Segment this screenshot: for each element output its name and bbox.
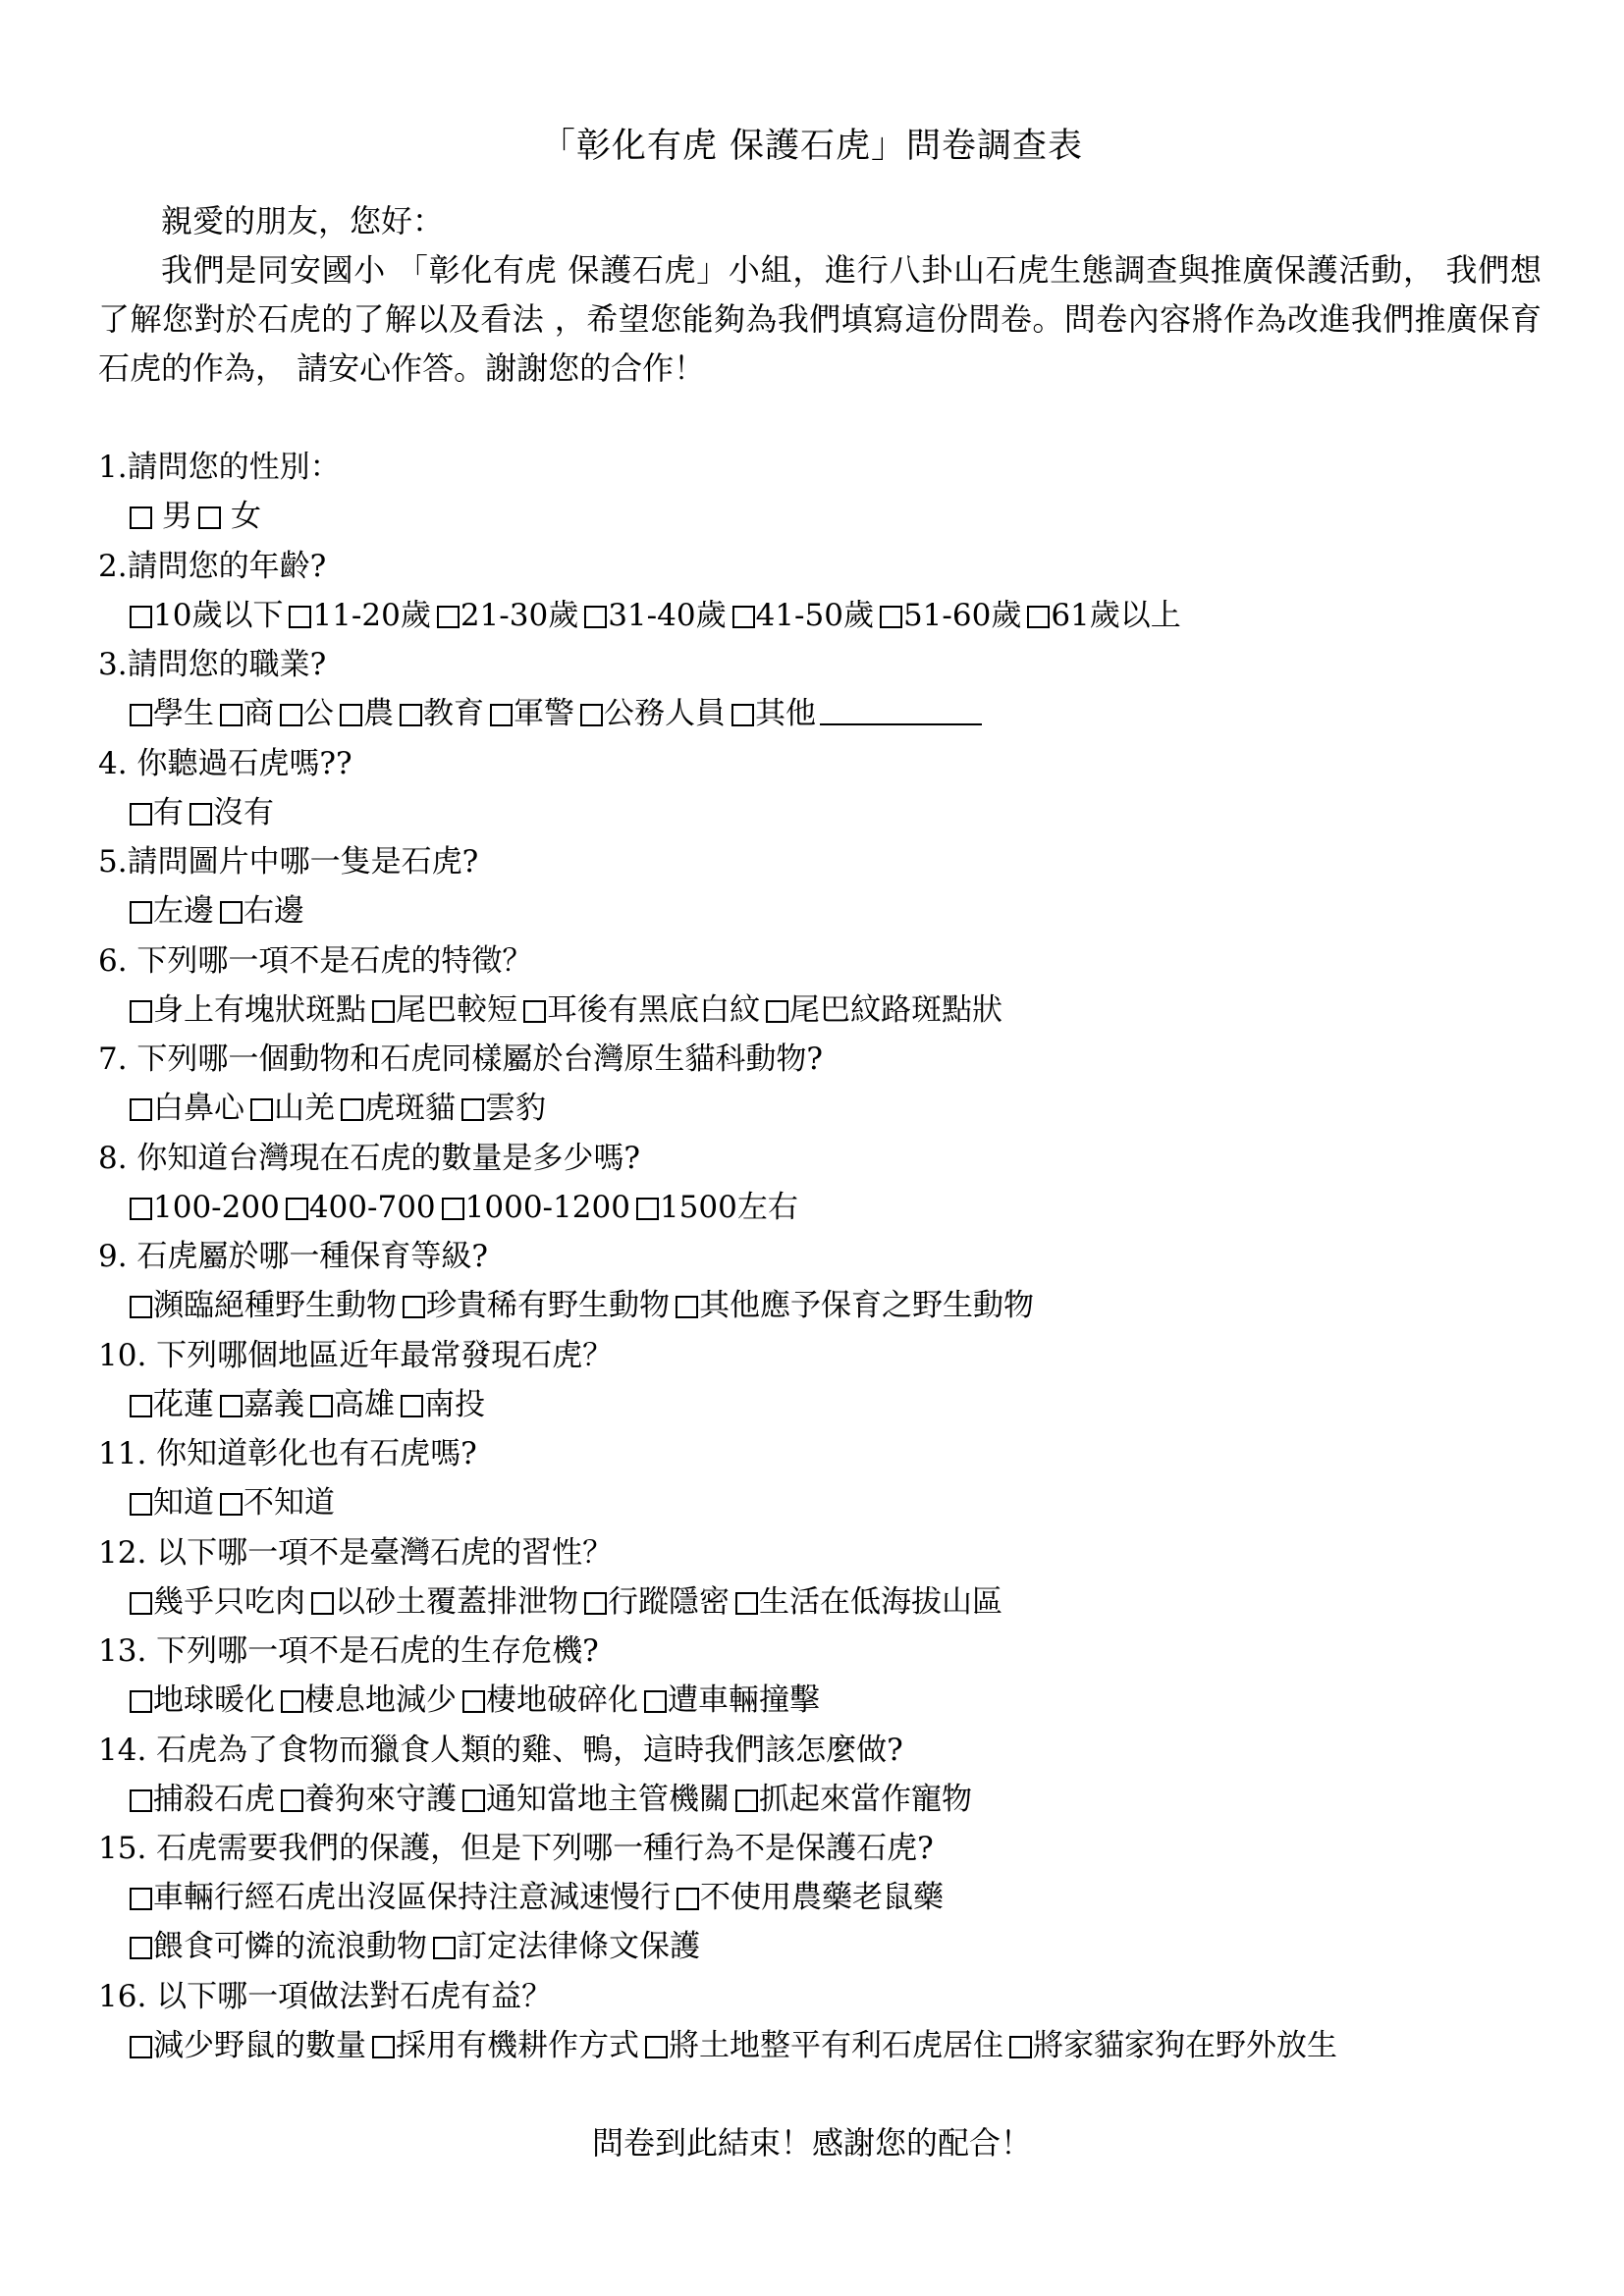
option-row	[98, 1676, 1551, 1725]
option	[130, 1183, 280, 1232]
checkbox[interactable]	[636, 1198, 659, 1220]
checkbox[interactable]	[220, 704, 243, 726]
option-label: 耳後有黑底白紋	[547, 991, 760, 1028]
option-row	[98, 986, 1551, 1035]
option	[130, 986, 366, 1035]
question-text: 4. 你聽過石虎嗎??	[98, 745, 352, 781]
option	[735, 1577, 1002, 1627]
checkbox[interactable]	[403, 1296, 425, 1318]
question-text: 10. 下列哪個地區近年最常發現石虎？	[98, 1337, 614, 1373]
option	[130, 1775, 275, 1824]
option-label: 不使用農藥老鼠藥	[700, 1880, 944, 1915]
question-16	[98, 1972, 1551, 2071]
checkbox[interactable]	[130, 704, 152, 726]
question-text: 2.請問您的年齡?	[98, 548, 327, 584]
question-7	[98, 1035, 1551, 1134]
option-label: 61歲以上	[1051, 597, 1181, 633]
question-text: 7. 下列哪一個動物和石虎同樣屬於台灣原生貓科動物?	[98, 1041, 824, 1077]
option-row	[98, 1577, 1551, 1627]
option-label: 41-50歲	[755, 597, 874, 633]
option	[130, 1873, 671, 1922]
option	[437, 591, 578, 640]
option	[310, 1380, 395, 1429]
option-label: 左邊	[153, 893, 214, 929]
option-row	[98, 1922, 1551, 1971]
checkbox[interactable]	[433, 1937, 456, 1959]
option-label: 100-200	[153, 1189, 280, 1225]
checkbox[interactable]	[462, 1690, 485, 1713]
option-row	[98, 1775, 1551, 1824]
question-11	[98, 1429, 1551, 1528]
page-title: 「彰化有虎 保護石虎」問卷調查表	[540, 127, 1084, 166]
option-row	[98, 1183, 1551, 1232]
option-label: 軍警	[514, 696, 574, 731]
question-6	[98, 936, 1551, 1036]
option	[644, 1676, 820, 1725]
checkbox[interactable]	[644, 1690, 667, 1713]
option-label: 抓起來當作寵物	[759, 1781, 972, 1817]
option-row	[98, 591, 1551, 640]
checkbox[interactable]	[401, 1395, 423, 1417]
option	[735, 1775, 972, 1824]
option-label: 花蓮	[153, 1386, 214, 1422]
option-label: 商	[244, 696, 274, 731]
checkbox[interactable]	[676, 1296, 698, 1318]
option	[1027, 591, 1180, 640]
option	[732, 591, 874, 640]
checkbox[interactable]	[130, 1395, 152, 1417]
question-text: 5.請問圖片中哪一隻是石虎?	[98, 844, 479, 880]
checkbox[interactable]	[286, 1198, 308, 1220]
option	[1009, 2021, 1337, 2070]
question-5	[98, 837, 1551, 936]
option-label: 10歲以下	[153, 597, 284, 633]
checkbox[interactable]	[130, 606, 152, 628]
option-label: 51-60歲	[902, 597, 1022, 633]
question-1	[98, 443, 1551, 542]
checkbox[interactable]	[584, 1592, 607, 1615]
option-row	[98, 788, 1551, 837]
checkbox[interactable]	[677, 1888, 699, 1910]
checkbox[interactable]	[130, 1937, 152, 1959]
option-label: 山羌	[274, 1091, 335, 1126]
option	[341, 1084, 456, 1133]
checkbox[interactable]	[220, 1395, 243, 1417]
checkbox[interactable]	[735, 1789, 758, 1812]
checkbox[interactable]	[462, 1789, 485, 1812]
checkbox[interactable]	[130, 803, 152, 826]
option	[580, 689, 726, 738]
question-12	[98, 1528, 1551, 1628]
option	[676, 1281, 1034, 1330]
checkbox[interactable]	[130, 1690, 152, 1713]
checkbox[interactable]	[442, 1198, 464, 1220]
question-15	[98, 1824, 1551, 1972]
option-label: 11-20歲	[312, 597, 431, 633]
option	[220, 689, 274, 738]
option-label: 尾巴紋路斑點狀	[789, 991, 1002, 1028]
option-label: 將家貓家狗在野外放生	[1033, 2028, 1337, 2063]
option-label: 沒有	[213, 794, 274, 830]
option	[130, 492, 192, 541]
intro-section	[98, 196, 1542, 393]
option	[130, 591, 283, 640]
checkbox[interactable]	[580, 704, 603, 726]
option	[286, 1183, 436, 1232]
option-label: 棲地破碎化	[486, 1682, 638, 1718]
option-label: 雲豹	[485, 1091, 546, 1126]
checkbox[interactable]	[523, 1000, 546, 1023]
option-label: 瀕臨絕種野生動物	[153, 1288, 397, 1323]
checkbox[interactable]	[645, 2036, 668, 2058]
question-14	[98, 1726, 1551, 1825]
option	[636, 1183, 798, 1232]
checkbox[interactable]	[732, 606, 755, 628]
checkbox[interactable]	[280, 704, 302, 726]
question-text: 6. 下列哪一項不是石虎的特徵？	[98, 942, 533, 979]
option-label: 1500左右	[659, 1189, 798, 1225]
option-label: 白鼻心	[153, 1091, 244, 1126]
option	[403, 1281, 670, 1330]
option-label: 虎斑貓	[364, 1091, 456, 1126]
option-label: 通知當地主管機關	[486, 1781, 730, 1817]
option-label: 將土地整平有利石虎居住	[669, 2028, 1003, 2063]
other-fill-in-blank[interactable]	[820, 694, 982, 725]
question-9	[98, 1232, 1551, 1331]
option	[766, 986, 1002, 1035]
question-list	[98, 443, 1551, 2071]
question-text: 13. 下列哪一項不是石虎的生存危機?	[98, 1633, 599, 1669]
checkbox[interactable]	[130, 901, 152, 924]
checkbox[interactable]	[250, 1098, 273, 1121]
checkbox[interactable]	[311, 1592, 334, 1615]
option-label: 高雄	[334, 1386, 395, 1422]
checkbox[interactable]	[130, 1789, 152, 1812]
option	[198, 492, 261, 541]
question-text: 16. 以下哪一項做法對石虎有益？	[98, 1979, 553, 2014]
option-label: 南投	[424, 1386, 485, 1422]
checkbox[interactable]	[731, 704, 754, 726]
closing-text: 問卷到此結束！感謝您的配合！	[591, 2124, 1032, 2162]
checkbox[interactable]	[341, 1098, 363, 1121]
option	[400, 689, 484, 738]
option	[250, 1084, 335, 1133]
option	[462, 1775, 730, 1824]
checkbox[interactable]	[130, 1592, 152, 1615]
option	[220, 1478, 335, 1527]
question-text: 15. 石虎需要我們的保護，但是下列哪一種行為不是保護石虎?	[98, 1831, 934, 1866]
checkbox[interactable]	[130, 507, 152, 529]
option	[731, 689, 982, 738]
checkbox[interactable]	[130, 1493, 152, 1516]
checkbox[interactable]	[189, 803, 212, 826]
option	[130, 1380, 214, 1429]
option	[311, 1577, 578, 1627]
option-label: 身上有塊狀斑點	[153, 991, 366, 1028]
checkbox[interactable]	[130, 1888, 152, 1910]
option-row	[98, 886, 1551, 935]
question-4	[98, 739, 1551, 838]
option-label: 訂定法律條文保護	[457, 1929, 700, 1964]
option-label: 其他應予保育之野生動物	[699, 1288, 1034, 1323]
checkbox[interactable]	[281, 1690, 303, 1713]
option-label: 學生	[153, 696, 214, 731]
checkbox[interactable]	[198, 507, 221, 529]
checkbox[interactable]	[490, 704, 513, 726]
question-text: 11. 你知道彰化也有石虎嗎?	[98, 1436, 477, 1471]
checkbox[interactable]	[400, 704, 422, 726]
checkbox[interactable]	[289, 606, 311, 628]
option-label: 農	[363, 696, 394, 731]
checkbox[interactable]	[220, 1493, 243, 1516]
option-label: 採用有機耕作方式	[396, 2028, 639, 2063]
question-8	[98, 1134, 1551, 1233]
question-text: 1.請問您的性別：	[98, 450, 341, 485]
option-row	[98, 1380, 1551, 1429]
option-row	[98, 2021, 1551, 2070]
question-10	[98, 1331, 1551, 1430]
option	[220, 1380, 304, 1429]
option-label: 21-30歲	[460, 597, 579, 633]
option	[401, 1380, 485, 1429]
option	[584, 1577, 730, 1627]
option-label: 珍貴稀有野生動物	[426, 1288, 670, 1323]
option	[461, 1084, 546, 1133]
option	[677, 1873, 944, 1922]
option-label: 幾乎只吃肉	[153, 1583, 305, 1620]
option	[281, 1775, 457, 1824]
option-label: 餵食可憐的流浪動物	[153, 1929, 427, 1964]
option-label: 養狗來守護	[304, 1781, 457, 1817]
option-label: 右邊	[244, 893, 304, 929]
question-13	[98, 1627, 1551, 1726]
option-label: 棲息地減少	[304, 1682, 457, 1718]
option	[220, 886, 304, 935]
option	[130, 1084, 244, 1133]
option	[130, 1577, 305, 1627]
option	[130, 1922, 427, 1971]
option-row	[98, 1478, 1551, 1527]
checkbox[interactable]	[1009, 2036, 1032, 2058]
checkbox[interactable]	[340, 704, 362, 726]
question-3	[98, 640, 1551, 739]
question-text: 3.請問您的職業?	[98, 647, 327, 682]
option	[189, 788, 274, 837]
option-label: 捕殺石虎	[153, 1781, 275, 1817]
option	[880, 591, 1021, 640]
option	[584, 591, 726, 640]
question-text: 8. 你知道台灣現在石虎的數量是多少嗎?	[98, 1140, 641, 1176]
option-label: 車輛行經石虎出沒區保持注意減速慢行	[153, 1880, 671, 1915]
option-label: 公	[303, 696, 334, 731]
greeting-text: 親愛的朋友，您好：	[161, 202, 445, 240]
option	[130, 886, 214, 935]
option	[130, 1478, 214, 1527]
checkbox[interactable]	[1027, 606, 1050, 628]
option-row	[98, 1281, 1551, 1330]
option-label: 1000-1200	[464, 1189, 630, 1225]
option-label: 尾巴較短	[396, 991, 517, 1028]
option-label: 公務人員	[604, 696, 726, 731]
option	[130, 1281, 397, 1330]
option	[442, 1183, 630, 1232]
option-label: 其他	[755, 696, 816, 731]
option-label: 教育	[423, 696, 484, 731]
option-label: 地球暖化	[153, 1682, 275, 1718]
option-label: 遭車輛撞擊	[668, 1682, 820, 1718]
option-row	[98, 689, 1551, 738]
checkbox[interactable]	[766, 1000, 788, 1023]
option-label: 行蹤隱密	[608, 1583, 730, 1620]
option	[372, 2021, 639, 2070]
option	[462, 1676, 638, 1725]
option	[130, 788, 184, 837]
option-label: 400-700	[308, 1189, 436, 1225]
option-label: 知道	[153, 1485, 214, 1521]
option	[280, 689, 334, 738]
question-text: 9. 石虎屬於哪一種保育等級?	[98, 1239, 489, 1274]
option	[130, 2021, 366, 2070]
checkbox[interactable]	[584, 606, 607, 628]
option-label: 有	[153, 794, 184, 830]
option-label: 31-40歲	[608, 597, 727, 633]
option	[340, 689, 394, 738]
checkbox[interactable]	[372, 2036, 395, 2058]
option	[130, 1676, 275, 1725]
checkbox[interactable]	[220, 901, 243, 924]
option-row	[98, 1873, 1551, 1922]
option	[130, 689, 214, 738]
checkbox[interactable]	[461, 1098, 484, 1121]
option-label: 不知道	[244, 1485, 335, 1521]
question-text: 14. 石虎為了食物而獵食人類的雞、鴨，這時我們該怎麼做?	[98, 1732, 903, 1768]
checkbox[interactable]	[372, 1000, 395, 1023]
option-row	[98, 492, 1551, 541]
option-row	[98, 1084, 1551, 1133]
checkbox[interactable]	[437, 606, 460, 628]
checkbox[interactable]	[880, 606, 902, 628]
checkbox[interactable]	[130, 1198, 152, 1220]
option	[645, 2021, 1003, 2070]
checkbox[interactable]	[130, 1098, 152, 1121]
question-2	[98, 542, 1551, 641]
checkbox[interactable]	[281, 1789, 303, 1812]
intro-paragraph: 我們是同安國小 「彰化有虎 保護石虎」小組，進行八卦山石虎生態調查與推廣保護活動， 我們想了解您對於石虎的了解以及看法 ，希望您能夠為我們填寫這份問卷。問卷內容將作為改進我們推廣保育石虎的作為， 請安心作答。謝謝您的合作！	[98, 251, 1542, 387]
option	[523, 986, 760, 1035]
option	[490, 689, 574, 738]
option-label: 生活在低海拔山區	[759, 1583, 1002, 1620]
checkbox[interactable]	[130, 2036, 152, 2058]
option-label: 女	[231, 499, 261, 534]
checkbox[interactable]	[310, 1395, 333, 1417]
option-label: 減少野鼠的數量	[153, 2028, 366, 2063]
checkbox[interactable]	[735, 1592, 758, 1615]
option-label: 男	[162, 499, 192, 534]
option-label: 嘉義	[244, 1386, 304, 1422]
option	[433, 1922, 700, 1971]
option	[281, 1676, 457, 1725]
question-text: 12. 以下哪一項不是臺灣石虎的習性？	[98, 1534, 614, 1571]
option	[289, 591, 430, 640]
checkbox[interactable]	[130, 1296, 152, 1318]
checkbox[interactable]	[130, 1000, 152, 1023]
option	[372, 986, 517, 1035]
option-label: 以砂土覆蓋排泄物	[335, 1583, 578, 1620]
